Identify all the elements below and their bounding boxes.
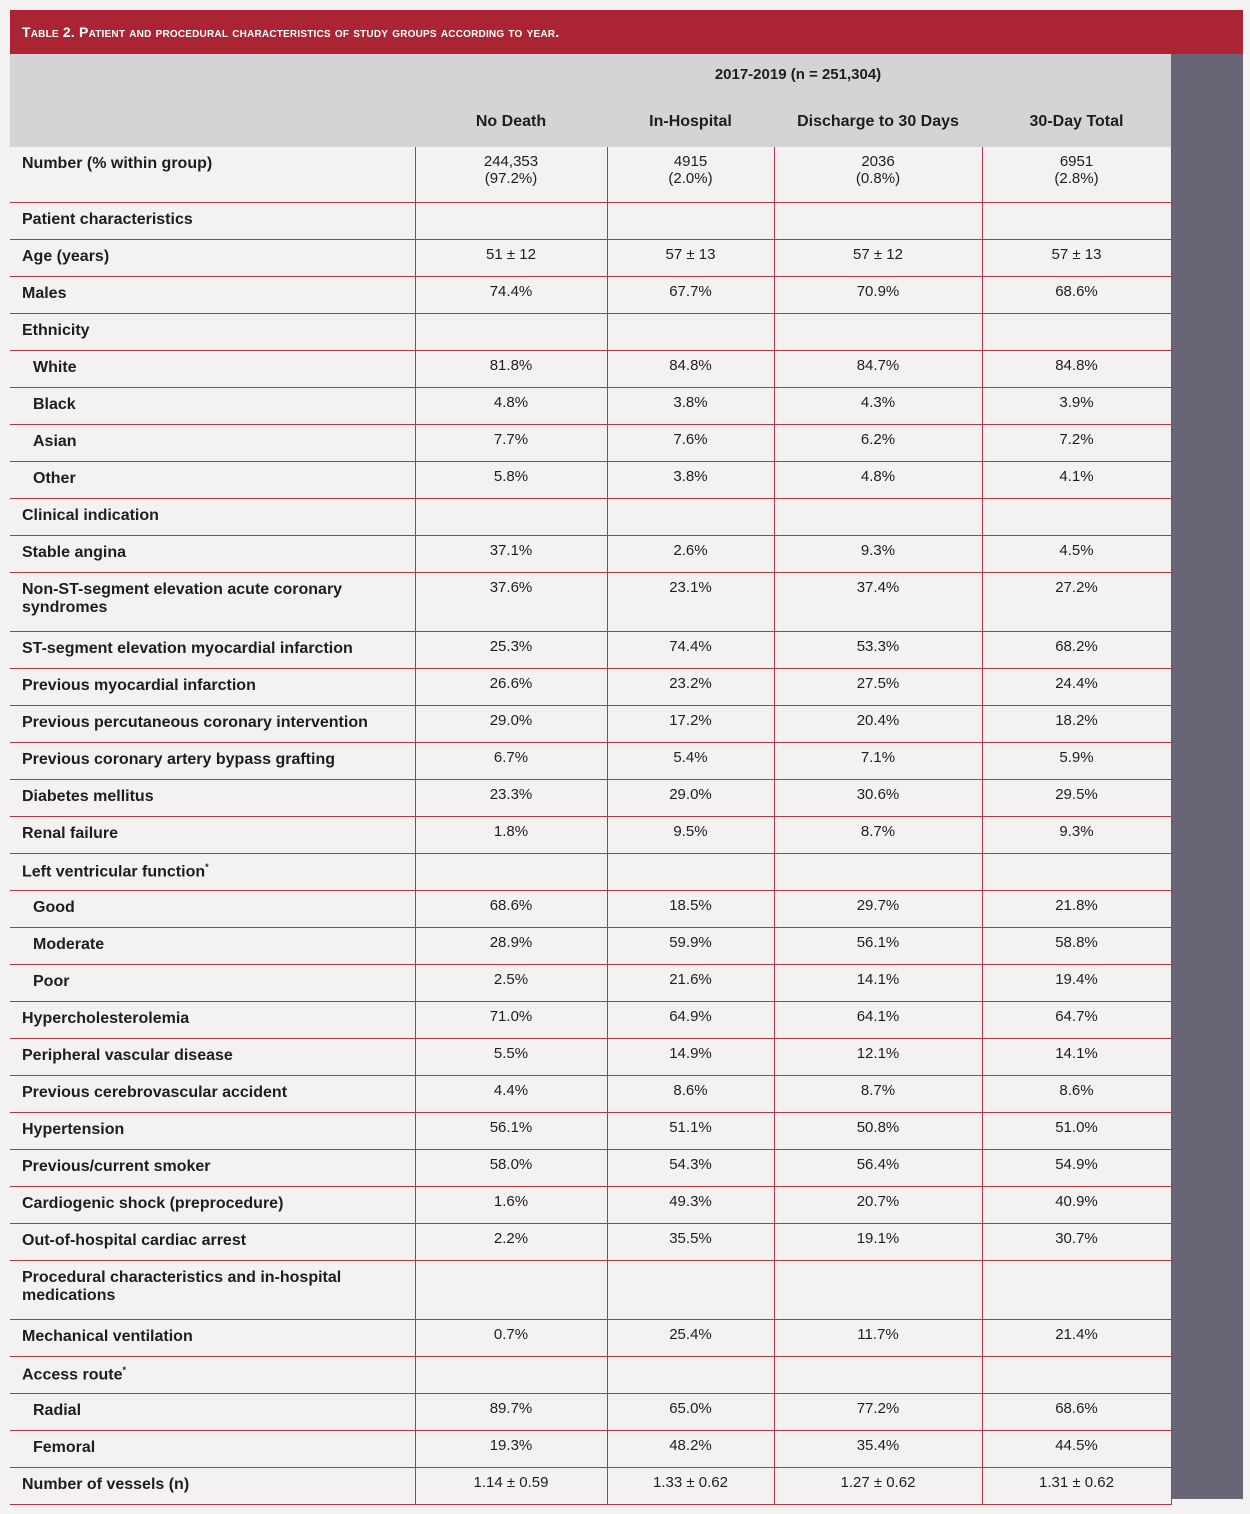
table-cell: 2.6% bbox=[607, 535, 774, 572]
table-cell: 21.8% bbox=[982, 890, 1171, 927]
group-header: 2017-2019 (n = 251,304) bbox=[714, 66, 882, 83]
table-cell: 64.1% bbox=[774, 1001, 982, 1038]
table-cell: 5.4% bbox=[607, 742, 774, 779]
table-row bbox=[10, 742, 1171, 779]
table-cell: 65.0% bbox=[607, 1393, 774, 1430]
table-row bbox=[10, 1186, 1171, 1223]
table-row bbox=[10, 350, 1171, 387]
row-label-text: Number of vessels (n) bbox=[22, 1475, 190, 1493]
table-cell: 56.4% bbox=[774, 1149, 982, 1186]
row-label-text: Out-of-hospital cardiac arrest bbox=[22, 1231, 247, 1249]
table-cell: 25.4% bbox=[607, 1319, 774, 1356]
table-cell: 1.27 ± 0.62 bbox=[774, 1467, 982, 1504]
row-label-text: Left ventricular function bbox=[22, 862, 206, 880]
table-cell: 7.6% bbox=[607, 424, 774, 461]
table-cell: 58.8% bbox=[982, 927, 1171, 964]
table-cell: 20.4% bbox=[774, 705, 982, 742]
table-cell: 6.7% bbox=[415, 742, 607, 779]
table-cell: 23.2% bbox=[607, 668, 774, 705]
table-cell: 74.4% bbox=[415, 276, 607, 313]
row-label bbox=[10, 964, 415, 1001]
table-cell bbox=[607, 853, 774, 890]
table-cell: 44.5% bbox=[982, 1430, 1171, 1467]
table-cell: 35.4% bbox=[774, 1430, 982, 1467]
table-cell: 4.4% bbox=[415, 1075, 607, 1112]
table-cell: 2.2% bbox=[415, 1223, 607, 1260]
table-cell: 23.1% bbox=[607, 572, 774, 631]
table-cell: 7.1% bbox=[774, 742, 982, 779]
table-cell bbox=[774, 313, 982, 350]
row-label-text: Hypercholesterolemia bbox=[22, 1009, 190, 1027]
row-label bbox=[10, 535, 415, 572]
row-label bbox=[10, 1260, 415, 1319]
table-cell: 3.8% bbox=[607, 387, 774, 424]
row-label-text: Femoral bbox=[33, 1438, 96, 1456]
row-label bbox=[10, 631, 415, 668]
table-cell: 64.9% bbox=[607, 1001, 774, 1038]
row-label bbox=[10, 890, 415, 927]
table-row bbox=[10, 1001, 1171, 1038]
table-cell: 26.6% bbox=[415, 668, 607, 705]
table-cell: 51.1% bbox=[607, 1112, 774, 1149]
row-label-text: Number (% within group) bbox=[22, 155, 213, 172]
table-row bbox=[10, 705, 1171, 742]
table-cell bbox=[415, 853, 607, 890]
table-cell: 6.2% bbox=[774, 424, 982, 461]
table-cell: 18.5% bbox=[607, 890, 774, 927]
table-cell bbox=[774, 1260, 982, 1319]
table-row bbox=[10, 572, 1171, 631]
row-label bbox=[10, 779, 415, 816]
table-cell: 77.2% bbox=[774, 1393, 982, 1430]
table-cell: 84.8% bbox=[607, 350, 774, 387]
table-cell: 58.0% bbox=[415, 1149, 607, 1186]
table-cell: 51 ± 12 bbox=[415, 239, 607, 276]
table-row bbox=[10, 779, 1171, 816]
table-cell: 28.9% bbox=[415, 927, 607, 964]
row-label-text: Non-ST-segment elevation acute coronary syndromes bbox=[22, 580, 343, 616]
table-cell: 4.8% bbox=[774, 461, 982, 498]
table-cell: 50.8% bbox=[774, 1112, 982, 1149]
table-cell: 12.1% bbox=[774, 1038, 982, 1075]
row-label-text: Radial bbox=[33, 1401, 82, 1419]
table-cell: 37.4% bbox=[774, 572, 982, 631]
table-row bbox=[10, 1038, 1171, 1075]
table-cell bbox=[774, 498, 982, 535]
table-cell: 68.6% bbox=[982, 276, 1171, 313]
table-cell bbox=[607, 1260, 774, 1319]
table-cell: 4.1% bbox=[982, 461, 1171, 498]
table-cell bbox=[607, 202, 774, 239]
table-cell: 11.7% bbox=[774, 1319, 982, 1356]
column-header-in-hospital: In-Hospital bbox=[649, 113, 732, 130]
table-cell: 71.0% bbox=[415, 1001, 607, 1038]
row-label bbox=[10, 816, 415, 853]
table-row bbox=[10, 387, 1171, 424]
row-label-text: ST-segment elevation myocardial infarction bbox=[22, 639, 353, 657]
row-label bbox=[10, 1001, 415, 1038]
row-label bbox=[10, 1038, 415, 1075]
table-cell: 56.1% bbox=[774, 927, 982, 964]
column-header-30-day-total: 30-Day Total bbox=[1029, 113, 1124, 130]
row-label-text: White bbox=[33, 358, 77, 376]
table-cell: 81.8% bbox=[415, 350, 607, 387]
row-label bbox=[10, 668, 415, 705]
table-cell: 18.2% bbox=[982, 705, 1171, 742]
table-cell: 68.2% bbox=[982, 631, 1171, 668]
table-row bbox=[10, 853, 1171, 890]
table-header bbox=[10, 54, 1171, 147]
table-cell: 1.8% bbox=[415, 816, 607, 853]
table-row bbox=[10, 461, 1171, 498]
table-cell: 7.2% bbox=[982, 424, 1171, 461]
table-cell: 37.6% bbox=[415, 572, 607, 631]
row-label-text: Access route bbox=[22, 1365, 123, 1383]
table-row bbox=[10, 1149, 1171, 1186]
table-cell: 19.1% bbox=[774, 1223, 982, 1260]
table-cell: 29.0% bbox=[415, 705, 607, 742]
table-row bbox=[10, 202, 1171, 239]
table-cell bbox=[415, 1356, 607, 1393]
table-cell: 35.5% bbox=[607, 1223, 774, 1260]
row-label-text: Peripheral vascular disease bbox=[22, 1046, 233, 1064]
table-cell: 29.5% bbox=[982, 779, 1171, 816]
table-cell bbox=[607, 313, 774, 350]
table-cell: 57 ± 13 bbox=[607, 239, 774, 276]
row-label-text: Previous/current smoker bbox=[22, 1157, 211, 1175]
table-cell: 9.3% bbox=[982, 816, 1171, 853]
table-cell: 23.3% bbox=[415, 779, 607, 816]
table-cell: 4.5% bbox=[982, 535, 1171, 572]
row-label bbox=[10, 742, 415, 779]
row-label-text: Asian bbox=[33, 432, 77, 450]
table-cell: 6951 (2.8%) bbox=[982, 147, 1171, 202]
table-cell: 48.2% bbox=[607, 1430, 774, 1467]
table-cell bbox=[415, 202, 607, 239]
table-cell: 27.5% bbox=[774, 668, 982, 705]
row-label bbox=[10, 927, 415, 964]
table-cell: 3.8% bbox=[607, 461, 774, 498]
table-row bbox=[10, 1319, 1171, 1356]
table-row bbox=[10, 1075, 1171, 1112]
table-row bbox=[10, 927, 1171, 964]
table-cell bbox=[774, 202, 982, 239]
table-cell bbox=[415, 498, 607, 535]
table-cell: 37.1% bbox=[415, 535, 607, 572]
column-header-no-death: No Death bbox=[475, 113, 547, 130]
row-label bbox=[10, 1112, 415, 1149]
table-cell: 0.7% bbox=[415, 1319, 607, 1356]
table-cell: 40.9% bbox=[982, 1186, 1171, 1223]
table-cell: 8.7% bbox=[774, 1075, 982, 1112]
row-label-text: Procedural characteristics and in-hospital medications bbox=[22, 1268, 342, 1304]
table-cell: 14.1% bbox=[982, 1038, 1171, 1075]
row-label bbox=[10, 424, 415, 461]
row-label-text: Other bbox=[33, 469, 76, 487]
table-cell: 5.9% bbox=[982, 742, 1171, 779]
row-label-text: Hypertension bbox=[22, 1120, 125, 1138]
row-label bbox=[10, 1223, 415, 1260]
table-row bbox=[10, 1467, 1171, 1504]
table-cell: 67.7% bbox=[607, 276, 774, 313]
row-label-text: Clinical indication bbox=[22, 506, 159, 524]
footnote-marker: * bbox=[205, 861, 209, 872]
table-cell: 84.8% bbox=[982, 350, 1171, 387]
table-cell: 51.0% bbox=[982, 1112, 1171, 1149]
table-cell bbox=[415, 313, 607, 350]
table-cell: 5.8% bbox=[415, 461, 607, 498]
table-row bbox=[10, 631, 1171, 668]
table-cell bbox=[415, 1260, 607, 1319]
row-label bbox=[10, 1430, 415, 1467]
row-label bbox=[10, 498, 415, 535]
table-cell: 8.7% bbox=[774, 816, 982, 853]
table-cell: 1.6% bbox=[415, 1186, 607, 1223]
table-cell: 20.7% bbox=[774, 1186, 982, 1223]
table-cell: 19.3% bbox=[415, 1430, 607, 1467]
row-label-text: Previous myocardial infarction bbox=[22, 676, 256, 694]
table-cell: 8.6% bbox=[607, 1075, 774, 1112]
table-cell: 74.4% bbox=[607, 631, 774, 668]
table-cell: 54.9% bbox=[982, 1149, 1171, 1186]
row-label-text: Ethnicity bbox=[22, 321, 90, 339]
table-cell: 53.3% bbox=[774, 631, 982, 668]
data-table bbox=[10, 147, 1172, 1505]
row-label-text: Renal failure bbox=[22, 824, 119, 842]
table-cell: 21.4% bbox=[982, 1319, 1171, 1356]
row-label-text: Males bbox=[22, 284, 67, 302]
table-row bbox=[10, 535, 1171, 572]
table-cell: 29.7% bbox=[774, 890, 982, 927]
row-label-text: Stable angina bbox=[22, 543, 127, 561]
row-label bbox=[10, 1393, 415, 1430]
table-row bbox=[10, 668, 1171, 705]
row-label-text: Moderate bbox=[33, 935, 105, 953]
table-cell: 89.7% bbox=[415, 1393, 607, 1430]
table-row bbox=[10, 276, 1171, 313]
side-strip bbox=[1171, 54, 1243, 1499]
row-label bbox=[10, 1075, 415, 1112]
table-cell: 14.9% bbox=[607, 1038, 774, 1075]
table-cell: 1.14 ± 0.59 bbox=[415, 1467, 607, 1504]
table-cell: 9.5% bbox=[607, 816, 774, 853]
table-cell: 59.9% bbox=[607, 927, 774, 964]
row-label bbox=[10, 461, 415, 498]
row-label bbox=[10, 202, 415, 239]
table-cell: 5.5% bbox=[415, 1038, 607, 1075]
table-cell: 2036 (0.8%) bbox=[774, 147, 982, 202]
row-label-text: Patient characteristics bbox=[22, 210, 193, 228]
row-label-text: Previous percutaneous coronary intervention bbox=[22, 713, 368, 731]
table-cell: 4.8% bbox=[415, 387, 607, 424]
table-title-text: Table 2. Patient and procedural characteristics of study groups according to year. bbox=[22, 24, 560, 40]
table-cell: 244,353 (97.2%) bbox=[415, 147, 607, 202]
table-row bbox=[10, 147, 1171, 202]
table-cell: 19.4% bbox=[982, 964, 1171, 1001]
row-label bbox=[10, 350, 415, 387]
row-label bbox=[10, 1356, 415, 1393]
row-label-text: Diabetes mellitus bbox=[22, 787, 154, 805]
table-cell: 25.3% bbox=[415, 631, 607, 668]
table-cell: 57 ± 13 bbox=[982, 239, 1171, 276]
footnote-marker: * bbox=[122, 1364, 127, 1375]
row-label-text: Black bbox=[33, 395, 76, 413]
table-cell: 49.3% bbox=[607, 1186, 774, 1223]
table-row bbox=[10, 424, 1171, 461]
table-row bbox=[10, 890, 1171, 927]
table-cell bbox=[982, 313, 1171, 350]
table-cell bbox=[982, 853, 1171, 890]
table-cell: 29.0% bbox=[607, 779, 774, 816]
table-cell: 3.9% bbox=[982, 387, 1171, 424]
table-cell: 8.6% bbox=[982, 1075, 1171, 1112]
row-label bbox=[10, 572, 415, 631]
table-cell: 1.31 ± 0.62 bbox=[982, 1467, 1171, 1504]
row-label bbox=[10, 239, 415, 276]
row-label bbox=[10, 853, 415, 890]
row-label bbox=[10, 1186, 415, 1223]
table-cell bbox=[982, 202, 1171, 239]
table-cell: 30.7% bbox=[982, 1223, 1171, 1260]
table-cell: 27.2% bbox=[982, 572, 1171, 631]
table-row bbox=[10, 1223, 1171, 1260]
row-label-text: Previous cerebrovascular accident bbox=[22, 1083, 288, 1101]
table-cell: 4.3% bbox=[774, 387, 982, 424]
table-row bbox=[10, 1393, 1171, 1430]
table-cell bbox=[982, 1260, 1171, 1319]
table-cell: 1.33 ± 0.62 bbox=[607, 1467, 774, 1504]
table-row bbox=[10, 964, 1171, 1001]
row-label-text: Cardiogenic shock (preprocedure) bbox=[22, 1194, 284, 1212]
table-cell: 2.5% bbox=[415, 964, 607, 1001]
table-cell: 70.9% bbox=[774, 276, 982, 313]
row-label-text: Good bbox=[33, 898, 75, 916]
table-cell: 7.7% bbox=[415, 424, 607, 461]
table-cell: 9.3% bbox=[774, 535, 982, 572]
table-cell bbox=[607, 498, 774, 535]
row-label-text: Age (years) bbox=[22, 247, 110, 265]
table-row bbox=[10, 498, 1171, 535]
table-cell: 68.6% bbox=[415, 890, 607, 927]
table-cell bbox=[774, 1356, 982, 1393]
row-label bbox=[10, 313, 415, 350]
table-title bbox=[10, 10, 1243, 54]
table-cell bbox=[607, 1356, 774, 1393]
table-row bbox=[10, 1260, 1171, 1319]
table-cell: 21.6% bbox=[607, 964, 774, 1001]
table-row bbox=[10, 816, 1171, 853]
row-label bbox=[10, 147, 415, 202]
column-header-discharge: Discharge to 30 Days bbox=[797, 113, 959, 130]
table-cell: 68.6% bbox=[982, 1393, 1171, 1430]
table-cell: 57 ± 12 bbox=[774, 239, 982, 276]
table-cell bbox=[982, 498, 1171, 535]
row-label bbox=[10, 1149, 415, 1186]
table-row bbox=[10, 239, 1171, 276]
table-row bbox=[10, 1112, 1171, 1149]
table-cell: 56.1% bbox=[415, 1112, 607, 1149]
table-row bbox=[10, 1430, 1171, 1467]
table-cell: 64.7% bbox=[982, 1001, 1171, 1038]
table-cell: 4915 (2.0%) bbox=[607, 147, 774, 202]
row-label-text: Previous coronary artery bypass grafting bbox=[22, 750, 335, 768]
row-label bbox=[10, 1467, 415, 1504]
table-cell bbox=[982, 1356, 1171, 1393]
row-label-text: Poor bbox=[33, 972, 70, 990]
row-label bbox=[10, 705, 415, 742]
row-label bbox=[10, 387, 415, 424]
table-cell: 24.4% bbox=[982, 668, 1171, 705]
table-cell: 17.2% bbox=[607, 705, 774, 742]
table-row bbox=[10, 313, 1171, 350]
row-label bbox=[10, 1319, 415, 1356]
table-cell: 30.6% bbox=[774, 779, 982, 816]
table-row bbox=[10, 1356, 1171, 1393]
table-cell: 14.1% bbox=[774, 964, 982, 1001]
table-cell bbox=[774, 853, 982, 890]
table-cell: 84.7% bbox=[774, 350, 982, 387]
table-cell: 54.3% bbox=[607, 1149, 774, 1186]
row-label bbox=[10, 276, 415, 313]
row-label-text: Mechanical ventilation bbox=[22, 1327, 193, 1345]
